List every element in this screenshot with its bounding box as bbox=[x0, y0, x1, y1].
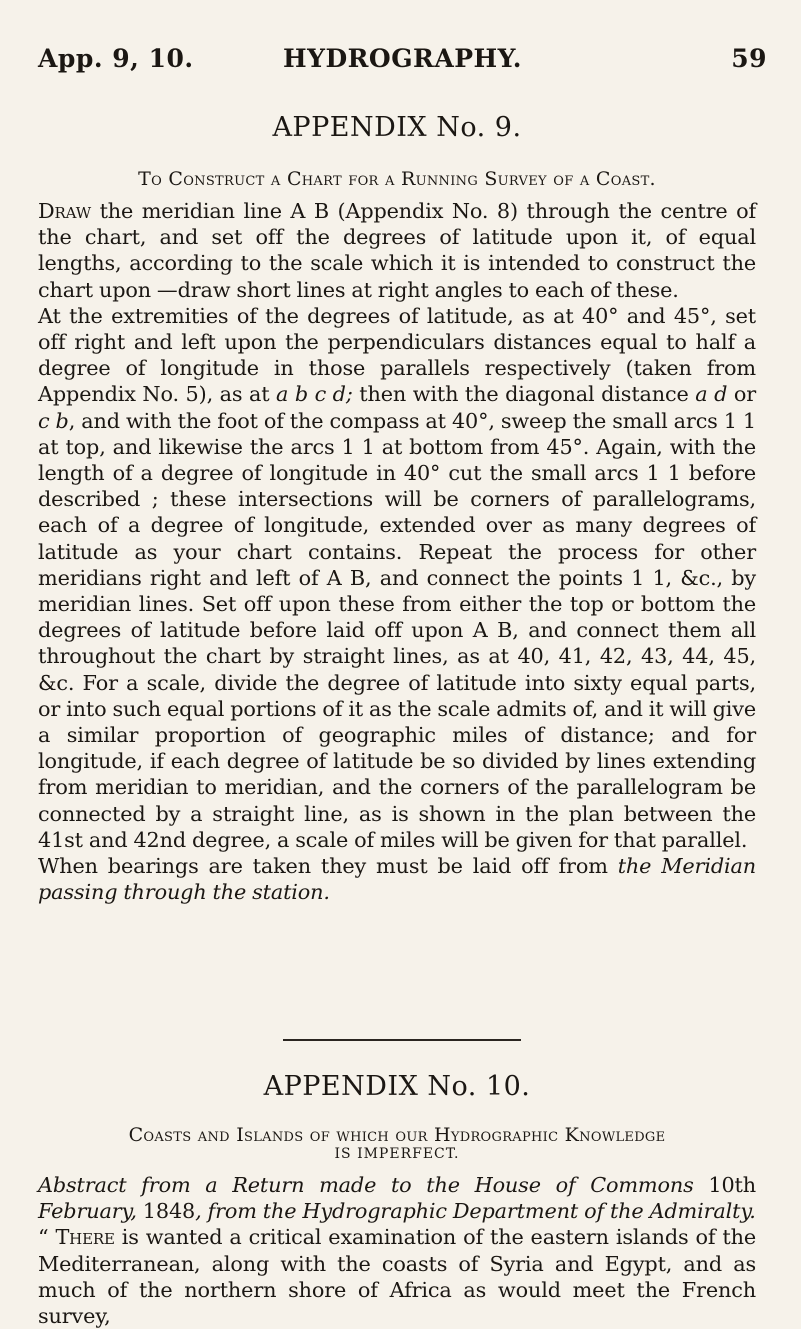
page-number: 59 bbox=[731, 44, 767, 73]
paragraph-draw-meridian bbox=[38, 198, 756, 303]
appendix-10-subtitle-line2: IS IMPERFECT. bbox=[334, 1146, 460, 1162]
appendix-10-subtitle-block bbox=[38, 1124, 756, 1162]
paragraph-text: or bbox=[727, 382, 757, 407]
points-ad: a d bbox=[695, 382, 728, 407]
paragraph-text: , and with the foot of the compass at 40°, sweep the small arcs 1 1 at top, and likewise the arcs 1 1 at bottom from 45°. Again, with the length of a degree of longitude in 40° cut the small arcs 1 1 before described ; these intersections will be corners of parallelograms, each of a degree of longitude, extended over as many degrees of latitude as your chart contains. Repeat the process for other meridians right and left of A B, and connect the points 1 1, &c., by meridian lines. Set off upon these from either the top or bottom the degrees of latitude before laid off upon A B, and connect them all throughout the chart by straight lines, as at 40, 41, 42, 43, 44, 45, &c. For a scale, divide the degree of latitude into sixty equal parts, or into such equal portions of it as the scale admits of, and it will give a similar proportion of geographic miles of distance; and for longitude, if each degree of latitude be so divided by lines extending from meridian to meridian, and the corners of the parallelogram be connected by a straight line, as is shown in the plan between the 41st and 42nd degree, a scale of miles will be given for that parallel. bbox=[38, 408, 756, 852]
appendix-9-heading-block bbox=[38, 112, 756, 143]
points-cb: c b bbox=[38, 408, 69, 433]
running-head-section: App. 9, 10. bbox=[38, 44, 194, 73]
appendix-10-subtitle: Coasts and Islands of which our Hydrographic Knowledge bbox=[128, 1124, 666, 1146]
abstract-text: Abstract from a Return made to the House of Commons bbox=[38, 1173, 709, 1197]
italic-meridian-phrase: the Meridian passing through the station. bbox=[38, 854, 756, 905]
open-quote: “ bbox=[38, 1225, 56, 1250]
abstract-date-number: 10th bbox=[708, 1173, 756, 1197]
abstract-text: , from the Hydrographic Department of the Admiralty. bbox=[195, 1199, 756, 1224]
paragraph-extremities bbox=[38, 303, 756, 853]
running-head bbox=[38, 44, 767, 78]
paragraph-text: the meridian line A B (Appendix No. 8) through the centre of the chart, and set off the degrees of latitude upon it, of equal lengths, according to the scale which it is intended to construct the chart upon —draw short lines at right angles to each of these. bbox=[38, 199, 756, 302]
paragraph-lead-word: There bbox=[55, 1225, 115, 1250]
paragraph-text: At the extremities of the degrees of latitude, as at 40° and 45°, set off right and left upon the perpendiculars distances equal to half a degree of longitude in those parallels respectively (taken from Appendix No. 5), as at bbox=[38, 303, 756, 407]
appendix-9-subtitle: To Construct a Chart for a Running Survey of a Coast. bbox=[138, 168, 656, 190]
appendix-9-subtitle-block bbox=[38, 168, 756, 190]
paragraph-text: then with the diagonal distance bbox=[352, 382, 696, 407]
appendix-10-heading: APPENDIX No. 10. bbox=[263, 1071, 531, 1102]
paragraph-bearings bbox=[38, 853, 756, 905]
points-abcd: a b c d; bbox=[276, 382, 353, 407]
appendix-9-body bbox=[38, 198, 756, 905]
section-divider bbox=[283, 1039, 521, 1041]
paragraph-lead-word: Draw bbox=[38, 199, 92, 223]
appendix-9-heading: APPENDIX No. 9. bbox=[272, 112, 522, 143]
abstract-line bbox=[38, 1172, 756, 1224]
abstract-text: February, bbox=[38, 1199, 143, 1224]
abstract-year: 1848 bbox=[142, 1199, 196, 1224]
paragraph-text: is wanted a critical examination of the eastern islands of the Mediterranean, along with the coasts of Syria and Egypt, and as much of the northern shore of Africa as would meet the French survey, bbox=[38, 1225, 756, 1329]
paragraph-text: When bearings are taken they must be laid off from bbox=[38, 854, 618, 879]
appendix-10-heading-block bbox=[38, 1071, 756, 1102]
quotation-paragraph bbox=[38, 1224, 756, 1329]
running-head-title: HYDROGRAPHY. bbox=[283, 44, 522, 73]
appendix-10-body bbox=[38, 1172, 756, 1329]
